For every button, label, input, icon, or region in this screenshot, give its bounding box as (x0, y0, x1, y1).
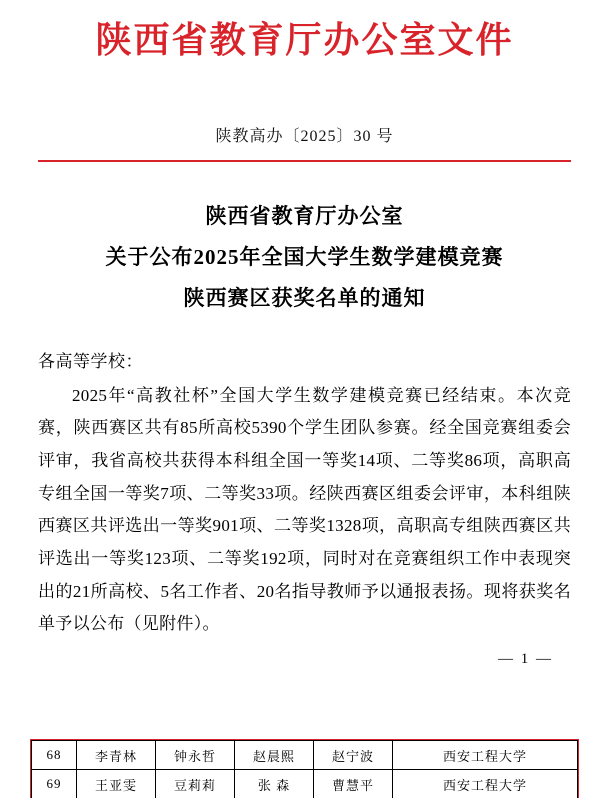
cell-name-2: 豆莉莉 (156, 770, 235, 798)
document-number: 陕教高办〔2025〕30 号 (215, 128, 394, 145)
table-row (32, 770, 578, 798)
cell-name-1: 王亚雯 (77, 770, 156, 798)
main-title-line-3: 陕西赛区获奖名单的通知 (183, 285, 426, 310)
cell-index: 68 (32, 741, 77, 770)
salutation: 各高等学校： (38, 351, 143, 371)
cell-school: 西安工程大学 (393, 741, 578, 770)
main-title-line-2: 关于公布2025年全国大学生数学建模竞赛 (105, 244, 504, 269)
cell-name-1: 李青林 (77, 741, 156, 770)
award-table-container (30, 739, 579, 798)
cell-name-3: 赵晨熙 (235, 741, 314, 770)
main-title-line-1: 陕西省教育厅办公室 (205, 204, 404, 228)
award-table (31, 740, 578, 798)
main-title-block (38, 196, 571, 319)
red-divider (38, 160, 571, 162)
table-row (32, 741, 578, 770)
cell-index: 69 (32, 770, 77, 798)
body-paragraph: 2025年“高教社杯”全国大学生数学建模竞赛已经结束。本次竞赛，陕西赛区共有85所高校5390个学生团队参赛。经全国竞赛组委会评审，我省高校共获得本科组全国一等奖14项、二等奖86项，高职高专组全国一等奖7项、二等奖33项。经陕西赛区组委会评审，本科组陕西赛区共评选出一等奖901项、二等奖1328项，高职高专组陕西赛区共评选出一等奖123项、二等奖192项，同时对在竞赛组织工作中表现突出的21所高校、5名工作者、20名指导教师予以通报表扬。现将获奖名单予以公布（见附件）。 (38, 385, 571, 634)
page-number: — 1 — (498, 650, 553, 667)
cell-school: 西安工程大学 (393, 770, 578, 798)
cell-name-2: 钟永哲 (156, 741, 235, 770)
cell-name-4: 曹慧平 (314, 770, 393, 798)
cell-name-4: 赵宁波 (314, 741, 393, 770)
cell-name-3: 张 森 (235, 770, 314, 798)
document-header (38, 0, 571, 63)
document-header-title: 陕西省教育厅办公室文件 (95, 20, 514, 60)
